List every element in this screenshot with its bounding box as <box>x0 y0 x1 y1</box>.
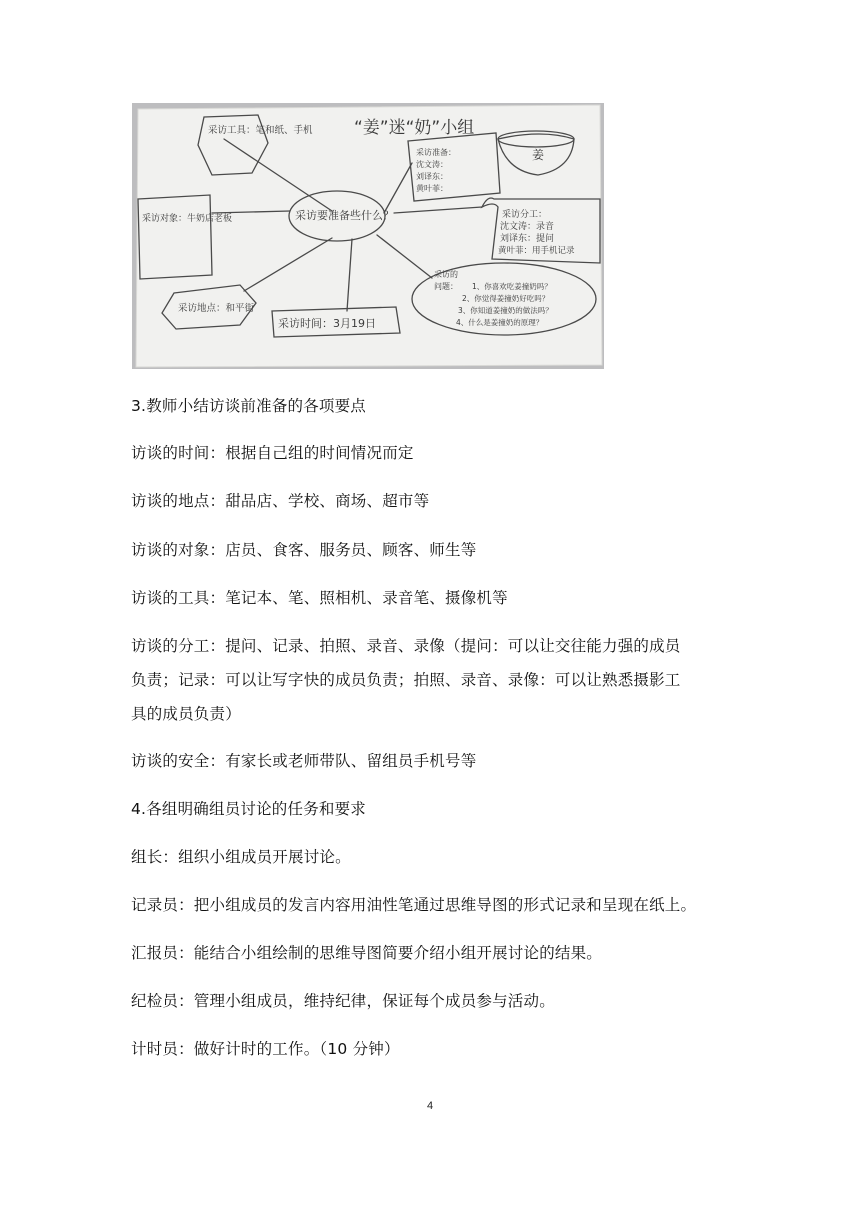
time-label: 采访时间：3月19日 <box>278 317 376 330</box>
question-line-1: 采访的 <box>434 270 458 279</box>
text-line: 访谈的对象：店员、食客、服务员、顾客、师生等 <box>131 541 477 559</box>
text-line: 记录员：把小组成员的发言内容用油性笔通过思维导图的形式记录和呈现在纸上。 <box>131 896 697 914</box>
division-line-4: 黄叶菲：用手机记录 <box>498 246 575 256</box>
text-line: 组长：组织小组成员开展讨论。 <box>131 848 351 866</box>
text-line: 汇报员：能结合小组绘制的思维导图简要介绍小组开展讨论的结果。 <box>131 944 603 962</box>
text-line: 纪检员：管理小组成员，维持纪律，保证每个成员参与活动。 <box>131 992 555 1010</box>
member-line-4: 黄叶菲： <box>416 184 448 193</box>
division-line-2: 沈文涛：录音 <box>500 222 555 232</box>
section-heading-3: 3.教师小结访谈前准备的各项要点 <box>131 397 366 415</box>
center-topic: 采访要准备些什么？ <box>295 209 394 222</box>
member-line-3: 刘译东： <box>416 172 448 181</box>
text-line: 具的成员负责） <box>131 705 241 723</box>
division-line-1: 采访分工： <box>502 210 548 220</box>
division-line-3: 刘译东：提问 <box>500 234 555 244</box>
section-heading-4: 4.各组明确组员讨论的任务和要求 <box>131 800 366 818</box>
question-line-2: 问题： <box>434 282 458 291</box>
place-label: 采访地点：和平街 <box>178 303 255 314</box>
tools-label: 采访工具：笔和纸、手机 <box>208 125 313 136</box>
bowl-label: 姜 <box>532 148 545 162</box>
text-line: 访谈的安全：有家长或老师带队、留组员手机号等 <box>131 752 477 770</box>
text-line: 访谈的分工：提问、记录、拍照、录音、录像（提问：可以让交往能力强的成员 <box>131 637 681 655</box>
question-line-3: 1、你喜欢吃姜撞奶吗？ <box>472 282 552 291</box>
text-line: 访谈的地点：甜品店、学校、商场、超市等 <box>131 492 430 510</box>
group-title: “姜”迷“奶”小组 <box>354 118 475 138</box>
member-line-1: 采访准备： <box>416 148 456 157</box>
question-line-5: 3、你知道姜撞奶的做法吗？ <box>458 306 553 315</box>
question-line-6: 4、什么是姜撞奶的原理？ <box>456 318 544 327</box>
text-line: 负责；记录：可以让写字快的成员负责；拍照、录音、录像：可以让熟悉摄影工 <box>131 671 681 689</box>
text-line: 计时员：做好计时的工作。（10 分钟） <box>131 1040 400 1058</box>
member-line-2: 沈文涛： <box>416 160 448 169</box>
text-line: 访谈的工具：笔记本、笔、照相机、录音笔、摄像机等 <box>131 589 508 607</box>
page-number: 4 <box>426 1100 434 1112</box>
target-label: 采访对象：牛奶店老板 <box>142 214 233 224</box>
question-line-4: 2、你觉得姜撞奶好吃吗？ <box>462 294 550 303</box>
mind-map-drawing <box>132 103 604 369</box>
text-line: 访谈的时间：根据自己组的时间情况而定 <box>131 444 414 462</box>
mind-map-photo <box>132 103 604 369</box>
